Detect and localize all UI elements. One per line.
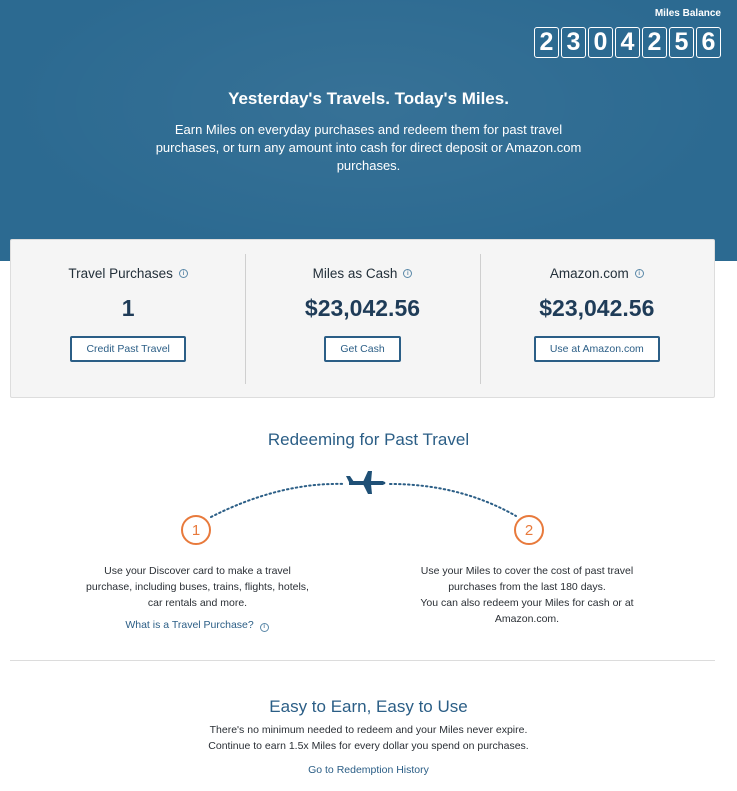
card-value: $23,042.56 [539,295,655,321]
use-at-amazon-button[interactable]: Use at Amazon.com [534,336,660,362]
card-amazon [480,240,714,397]
credit-past-travel-button[interactable]: Credit Past Travel [70,336,185,362]
card-title: Amazon.com [549,266,629,281]
easy-line-2: Continue to earn 1.5x Miles for every dollar you spend on purchases. [208,740,529,752]
airplane-icon [346,471,386,494]
balance-digit: 4 [615,27,640,58]
card-value: $23,042.56 [304,295,421,321]
balance-digit: 2 [642,27,667,58]
balance-digit: 0 [588,27,613,58]
link-label[interactable]: What is a Travel Purchase? [125,619,254,631]
miles-balance-label: Miles Balance [654,8,721,19]
info-icon[interactable]: i [635,269,644,278]
balance-digit: 5 [669,27,694,58]
hero-subtitle: Earn Miles on everyday purchases and redeem them for past travel purchases, or turn any amount into cash for direct deposit or Amazon.com purchases. [155,122,582,173]
step-1-badge: 1 [181,515,211,545]
hero-title: Yesterday's Travels. Today's Miles. [228,89,509,108]
section-divider [10,660,715,661]
balance-digit: 2 [534,27,559,58]
step-1-description: Use your Discover card to make a travel purchase, including buses, trains, flights, hotels, car rentals and more. [86,565,309,609]
easy-section-title: Easy to Earn, Easy to Use [269,697,468,716]
card-travel-purchases [11,240,245,397]
step-2-description [412,563,642,627]
card-miles-as-cash [245,240,479,397]
easy-description [0,722,737,754]
redeeming-section-title: Redeeming for Past Travel [267,430,470,449]
info-icon[interactable]: i [403,269,412,278]
balance-digit: 3 [561,27,586,58]
redemption-history-link[interactable]: Go to Redemption History [308,764,429,776]
flight-path-arc [0,460,737,530]
info-icon[interactable]: i [260,623,269,632]
easy-line-1: There's no minimum needed to redeem and your Miles never expire. [209,724,528,736]
miles-balance-counter [534,27,721,58]
redemption-options [10,239,715,398]
step-2-line-b: You can also redeem your Miles for cash or at Amazon.com. [420,597,634,625]
card-title: Travel Purchases [68,266,173,281]
balance-digit: 6 [696,27,721,58]
info-icon[interactable]: i [179,269,188,278]
step-2-line-a: Use your Miles to cover the cost of past travel purchases from the last 180 days. [420,565,634,593]
hero-banner [0,0,737,261]
card-value: 1 [121,295,135,321]
card-title: Miles as Cash [312,266,398,281]
step-2-badge: 2 [514,515,544,545]
travel-purchase-help-link[interactable] [97,619,297,632]
get-cash-button[interactable]: Get Cash [324,336,400,362]
